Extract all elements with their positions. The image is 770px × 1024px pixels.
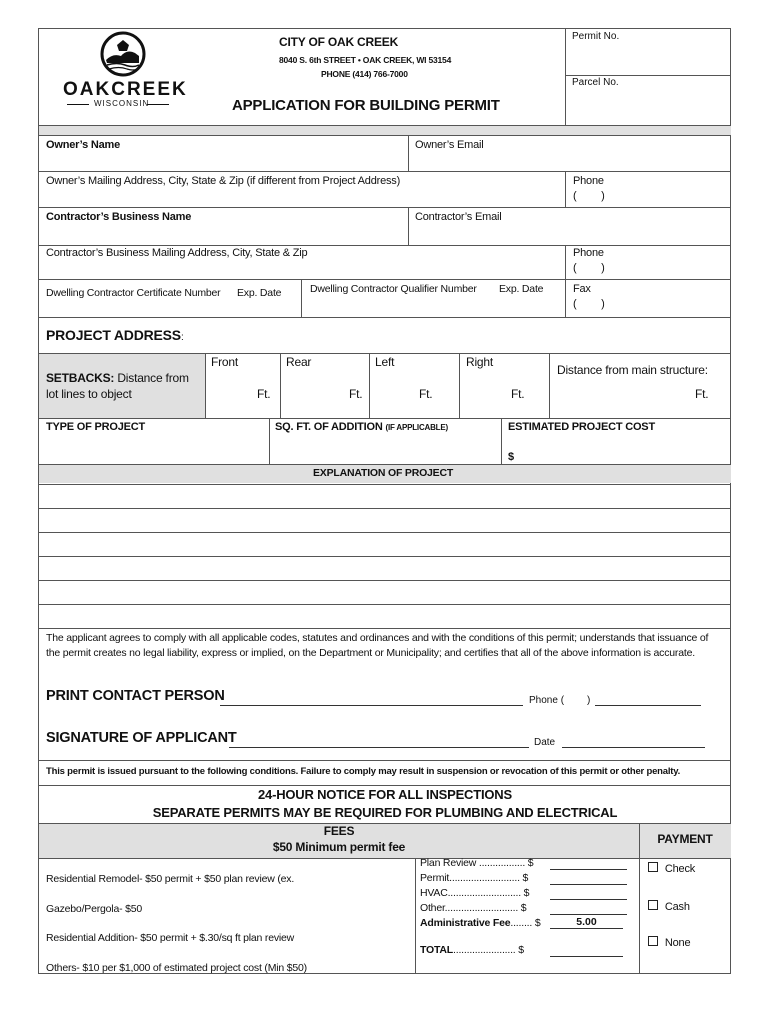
city-name: CITY OF OAK CREEK — [279, 35, 399, 49]
oak-creek-logo-icon — [51, 29, 179, 83]
permit-fee-field[interactable] — [550, 872, 627, 885]
signature-date-field[interactable] — [562, 735, 705, 748]
contractor-email-field[interactable]: Contractor’s Email — [415, 211, 502, 223]
sqft-addition-label: SQ. FT. OF ADDITION — [275, 421, 383, 433]
none-label: None — [664, 937, 691, 949]
owner-name-field[interactable]: Owner’s Name — [46, 139, 121, 151]
signature-date-label: Date — [534, 737, 556, 748]
main-structure-ft[interactable]: Ft. — [695, 387, 709, 401]
contact-phone-label: Phone ( — [529, 695, 565, 706]
setback-left-label: Left — [375, 355, 395, 369]
owner-mailing-address-field[interactable]: Owner’s Mailing Address, City, State & Zip (if different from Project Address) — [46, 175, 401, 187]
payment-heading: PAYMENT — [657, 832, 713, 846]
parcel-number-field[interactable]: Parcel No. — [572, 77, 619, 88]
form-title: APPLICATION FOR BUILDING PERMIT — [232, 97, 500, 114]
fees-heading: FEES — [323, 824, 355, 838]
setback-right-ft[interactable]: Ft. — [511, 387, 525, 401]
cash-label: Cash — [664, 901, 690, 913]
setbacks-label-line2: lot lines to object — [46, 387, 132, 401]
inspection-notice: 24-HOUR NOTICE FOR ALL INSPECTIONS — [258, 787, 512, 802]
fee-item-others: Others- $10 per $1,000 of estimated project cost (Min $50) — [46, 962, 307, 974]
sqft-addition-note: (IF APPLICABLE) — [385, 423, 448, 432]
contractor-mailing-address-field[interactable]: Contractor’s Business Mailing Address, City, State & Zip — [46, 247, 308, 259]
estimated-cost-label: ESTIMATED PROJECT COST — [508, 421, 655, 433]
logo-subtitle: WISCONSIN — [94, 99, 150, 108]
explanation-heading: EXPLANATION OF PROJECT — [313, 467, 454, 479]
logo-divider-left — [67, 104, 89, 105]
explanation-line-1[interactable] — [39, 485, 731, 508]
city-phone: PHONE (414) 766-7000 — [321, 69, 408, 79]
contractor-certificate-exp[interactable]: Exp. Date — [237, 287, 282, 299]
setback-front-label: Front — [211, 355, 239, 369]
payment-check-option[interactable] — [648, 862, 695, 875]
total-fee-field[interactable] — [550, 944, 623, 957]
cash-checkbox[interactable] — [648, 900, 658, 910]
none-checkbox[interactable] — [648, 936, 658, 946]
admin-fee-label — [420, 917, 540, 929]
print-contact-field[interactable] — [220, 693, 523, 706]
estimated-cost-field[interactable]: $ — [508, 451, 515, 463]
conditions-text: This permit is issued pursuant to the following conditions. Failure to comply may result in suspension or revocation of this permit or other penalty. — [46, 766, 681, 777]
owner-phone-field[interactable]: Phone — [573, 175, 604, 187]
contractor-qualifier-field[interactable]: Dwelling Contractor Qualifier Number — [310, 283, 477, 295]
total-fee-label — [420, 944, 524, 956]
permit-fee-label: Permit.......................... $ — [420, 872, 529, 884]
owner-email-field[interactable]: Owner’s Email — [415, 139, 484, 151]
signature-field[interactable] — [229, 735, 529, 748]
minimum-fee: $50 Minimum permit fee — [272, 840, 406, 854]
other-fee-field[interactable] — [550, 902, 627, 915]
logo-divider-right — [147, 104, 169, 105]
contractor-phone-parens: ( ) — [573, 262, 605, 274]
admin-fee-text: Administrative Fee — [420, 917, 511, 929]
permit-number-field[interactable]: Permit No. — [572, 31, 620, 42]
signature-label: SIGNATURE OF APPLICANT — [46, 730, 237, 746]
setback-front-ft[interactable]: Ft. — [257, 387, 271, 401]
contractor-certificate-field[interactable]: Dwelling Contractor Certificate Number — [46, 287, 221, 299]
contact-phone-field[interactable] — [595, 693, 701, 706]
city-address: 8040 S. 6th STREET • OAK CREEK, WI 53154 — [279, 55, 452, 65]
permit-form — [38, 28, 731, 974]
setback-rear-ft[interactable]: Ft. — [349, 387, 363, 401]
admin-fee-dots: ........ $ — [510, 917, 541, 929]
separate-permits-notice: SEPARATE PERMITS MAY BE REQUIRED FOR PLUMBING AND ELECTRICAL — [152, 805, 618, 820]
setback-right-label: Right — [466, 355, 494, 369]
contractor-qualifier-exp[interactable]: Exp. Date — [499, 283, 544, 295]
explanation-line-3[interactable] — [39, 533, 731, 556]
fee-item-residential-remodel: Residential Remodel- $50 permit + $50 plan review (ex. — [46, 873, 295, 885]
explanation-line-4[interactable] — [39, 557, 731, 580]
hvac-fee-label: HVAC........................... $ — [420, 887, 530, 899]
owner-phone-parens: ( ) — [573, 190, 605, 202]
setbacks-label-rest: Distance from — [114, 371, 189, 385]
sqft-addition-field[interactable] — [275, 421, 448, 433]
other-fee-label: Other........................... $ — [420, 902, 527, 914]
explanation-line-6[interactable] — [39, 605, 731, 628]
total-dots: ....................... $ — [453, 944, 524, 956]
contractor-phone-field[interactable]: Phone — [573, 247, 604, 259]
fee-item-residential-addition: Residential Addition- $50 permit + $.30/sq ft plan review — [46, 932, 295, 944]
project-address-label[interactable] — [46, 327, 184, 343]
agreement-text: The applicant agrees to comply with all applicable codes, statutes and ordinances and with the conditions of this permit; understands that issuance of the permit creates no legal liability, express or implied, on the Department or Municipality; and certifies that all of the above information is accurate. — [46, 632, 709, 659]
city-logo — [51, 29, 188, 115]
fee-item-gazebo: Gazebo/Pergola- $50 — [46, 903, 143, 915]
explanation-line-2[interactable] — [39, 509, 731, 532]
setback-rear-label: Rear — [286, 355, 312, 369]
main-structure-label: Distance from main structure: — [557, 363, 708, 377]
payment-none-option[interactable] — [648, 936, 690, 949]
payment-cash-option[interactable] — [648, 900, 690, 913]
plan-review-fee-field[interactable] — [550, 857, 627, 870]
hvac-fee-field[interactable] — [550, 887, 627, 900]
check-label: Check — [664, 863, 696, 875]
plan-review-fee-label: Plan Review ................. $ — [420, 857, 534, 869]
contact-phone-close: ) — [587, 695, 591, 706]
explanation-line-5[interactable] — [39, 581, 731, 604]
check-checkbox[interactable] — [648, 862, 658, 872]
contractor-fax-parens: ( ) — [573, 298, 605, 310]
admin-fee-value: 5.00 — [550, 916, 623, 929]
contractor-fax-field[interactable]: Fax — [573, 283, 591, 295]
total-text: TOTAL — [420, 944, 454, 956]
logo-wordmark: OAKCREEK — [63, 79, 188, 100]
setback-left-ft[interactable]: Ft. — [419, 387, 433, 401]
print-contact-label: PRINT CONTACT PERSON — [46, 688, 225, 704]
setbacks-label-bold: SETBACKS: — [46, 371, 115, 385]
type-of-project-field[interactable]: TYPE OF PROJECT — [46, 421, 146, 433]
project-address-colon: : — [180, 332, 184, 343]
setbacks-label — [46, 371, 189, 385]
project-address-text: PROJECT ADDRESS — [46, 327, 181, 343]
contractor-business-name-field[interactable]: Contractor’s Business Name — [46, 211, 192, 223]
